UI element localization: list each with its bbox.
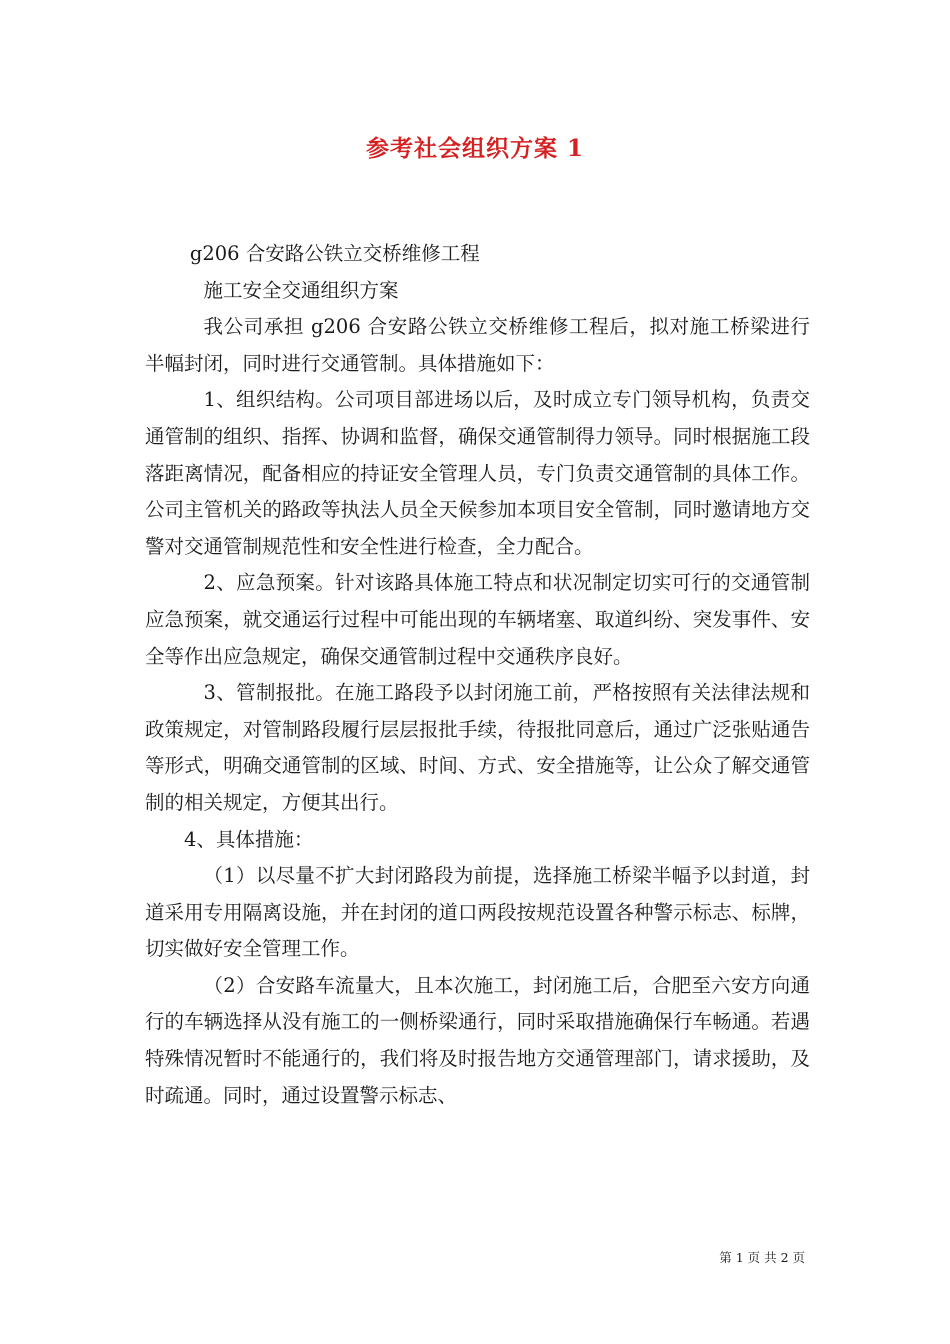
project-name-paragraph: g206 合安路公铁立交桥维修工程 — [189, 242, 480, 265]
organization-paragraph: 1、组织结构。公司项目部进场以后，及时成立专门领导机构，负责交通管制的组织、指挥、协调和监督，确保交通管制得力领导。同时根据施工段落距离情况，配备相应的持证安全管理人员，专门负责交通管制的具体工作。公司主管机关的路政等执法人员全天候参加本项目安全管制，同时邀请地方交警对交通管制规范性和安全性进行检查，全力配合。 — [145, 388, 810, 558]
intro-paragraph: 我公司承担 g206 合安路公铁立交桥维修工程后，拟对施工桥梁进行半幅封闭，同时进行交通管制。具体措施如下： — [145, 315, 810, 375]
document-body — [145, 236, 810, 1114]
measure-1-paragraph: （1）以尽量不扩大封闭路段为前提，选择施工桥梁半幅予以封道，封道采用专用隔离设施，并在封闭的道口两段按规范设置各种警示标志、标牌，切实做好安全管理工作。 — [145, 864, 810, 961]
document-title: 参考社会组织方案 1 — [365, 135, 584, 162]
page-number: 第 1 页 共 2 页 — [719, 1250, 805, 1265]
approval-paragraph: 3、管制报批。在施工路段予以封闭施工前，严格按照有关法律法规和政策规定，对管制路段履行层层报批手续，待报批同意后，通过广泛张贴通告等形式，明确交通管制的区域、时间、方式、安全措施等，让公众了解交通管制的相关规定，方便其出行。 — [145, 681, 810, 814]
measures-heading-paragraph: 4、具体措施： — [184, 827, 314, 851]
measure-2-paragraph: （2）合安路车流量大，且本次施工，封闭施工后，合肥至六安方向通行的车辆选择从没有施工的一侧桥梁通行，同时采取措施确保行车畅通。若遇特殊情况暂时不能通行的，我们将及时报告地方交通管理部门，请求援助，及时疏通。同时，通过设置警示标志、 — [145, 973, 810, 1107]
plan-subtitle-paragraph: 施工安全交通组织方案 — [203, 278, 399, 302]
emergency-plan-paragraph: 2、应急预案。针对该路具体施工特点和状况制定切实可行的交通管制应急预案，就交通运行过程中可能出现的车辆堵塞、取道纠纷、突发事件、安全等作出应急规定，确保交通管制过程中交通秩序良好。 — [145, 571, 810, 668]
